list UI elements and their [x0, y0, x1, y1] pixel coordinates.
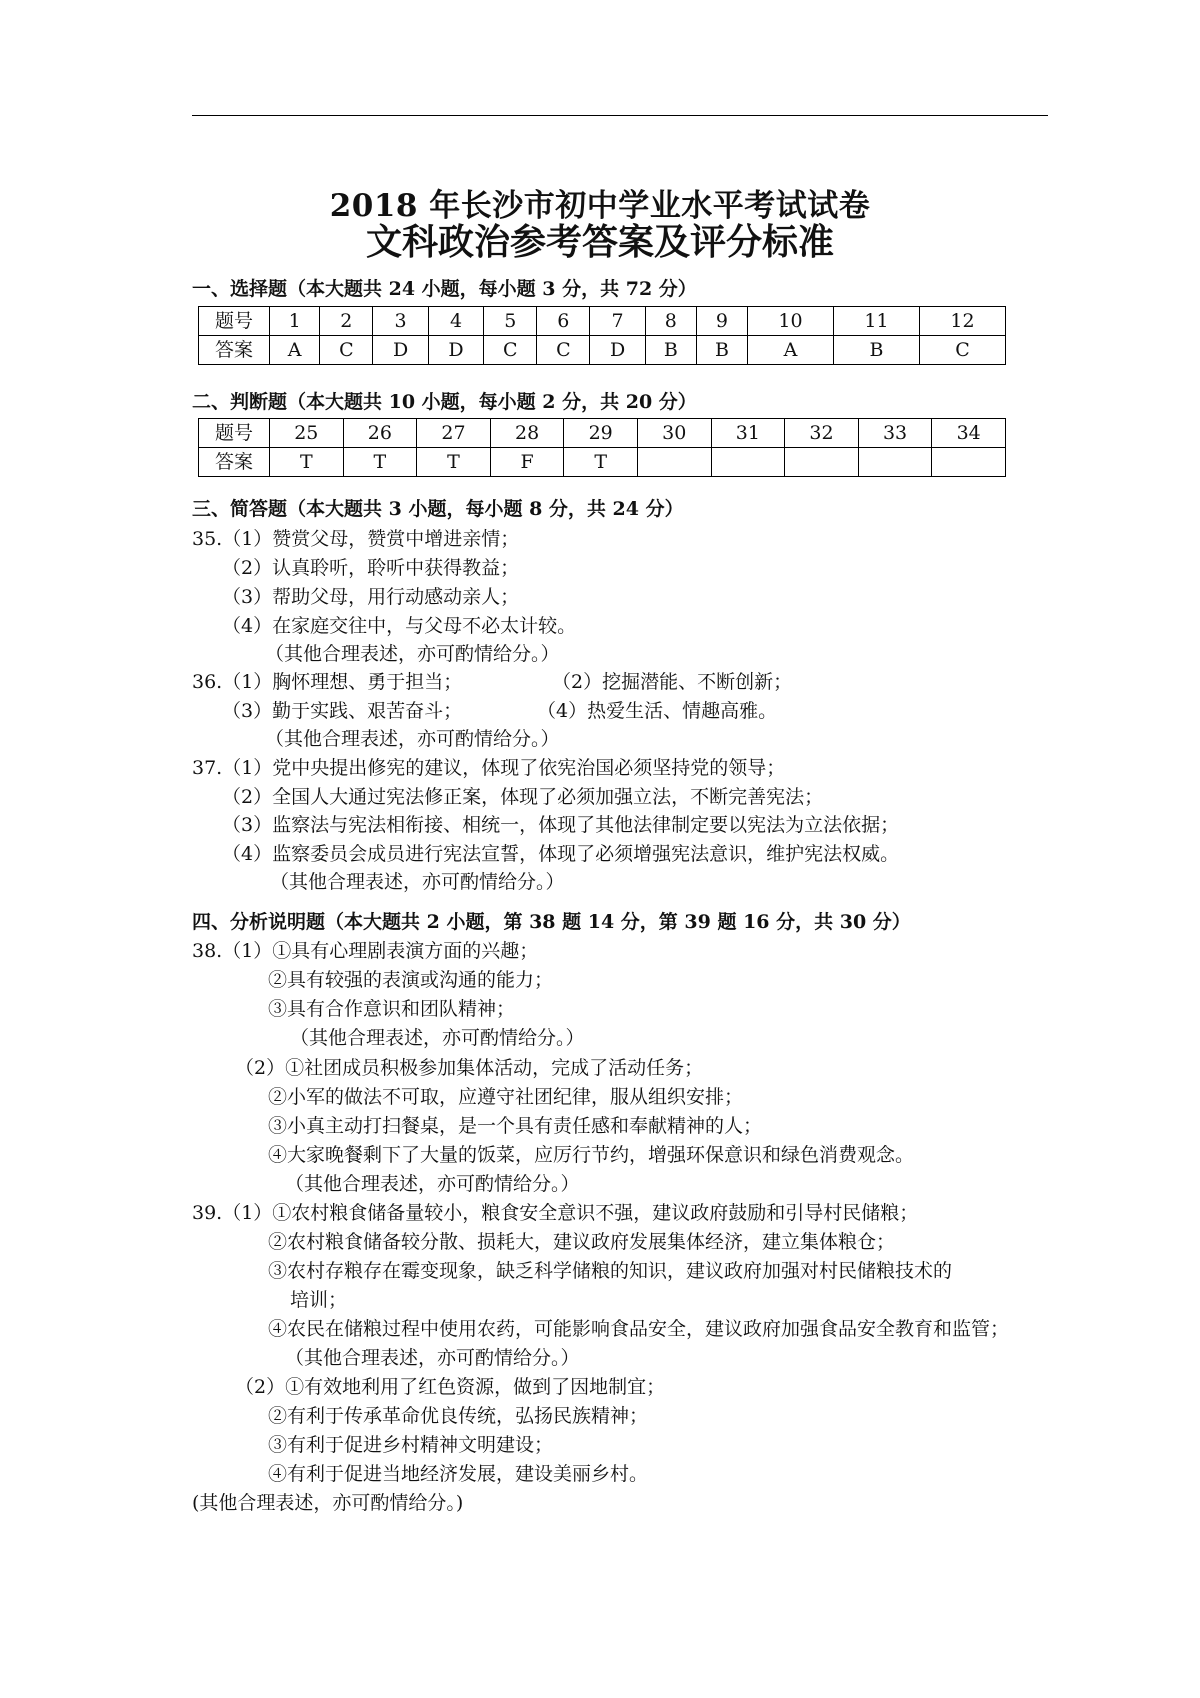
- scoring-note: （其他合理表述，亦可酌情给分。）: [290, 1027, 585, 1049]
- table-cell: 1: [270, 307, 320, 336]
- answer-line: （2）全国人大通过宪法修正案，体现了必须加强立法，不断完善宪法；: [222, 786, 824, 808]
- answer-line: 38.（1）①具有心理剧表演方面的兴趣；: [192, 940, 539, 962]
- table-cell: C: [919, 336, 1005, 365]
- table-cell: T: [270, 448, 344, 477]
- answer-line: 37.（1）党中央提出修宪的建议，体现了依宪治国必须坚持党的领导；: [192, 757, 786, 779]
- answer-line: （3）勤于实践、艰苦奋斗；: [222, 700, 463, 722]
- judgement-answer-table: [198, 418, 1006, 477]
- row-label: 题号: [199, 419, 270, 448]
- row-label: 答案: [199, 336, 270, 365]
- answer-line: （4）监察委员会成员进行宪法宣誓，体现了必须增强宪法意识，维护宪法权威。: [222, 843, 900, 865]
- table-cell: 5: [484, 307, 537, 336]
- answer-line: ④大家晚餐剩下了大量的饭菜，应厉行节约，增强环保意识和绿色消费观念。: [268, 1144, 915, 1166]
- table-cell: A: [747, 336, 833, 365]
- answer-line: （3）监察法与宪法相衔接、相统一，体现了其他法律制定要以宪法为立法依据；: [222, 814, 900, 836]
- answer-line: ③具有合作意识和团队精神；: [268, 998, 516, 1020]
- table-row: [199, 419, 1006, 448]
- answer-line: 培训；: [290, 1289, 348, 1311]
- scoring-note: （其他合理表述，亦可酌情给分。）: [270, 871, 565, 893]
- answer-line: ②农村粮食储备较分散、损耗大，建议政府发展集体经济，建立集体粮仓；: [268, 1231, 896, 1253]
- answer-line: ④农民在储粮过程中使用农药，可能影响食品安全，建议政府加强食品安全教育和监管；: [268, 1318, 1010, 1340]
- scoring-note: (其他合理表述，亦可酌情给分。): [192, 1492, 464, 1514]
- answer-line: ②小军的做法不可取，应遵守社团纪律，服从组织安排；: [268, 1086, 744, 1108]
- row-label: 答案: [199, 448, 270, 477]
- scoring-note: （其他合理表述，亦可酌情给分。）: [285, 1173, 580, 1195]
- table-cell: T: [343, 448, 417, 477]
- table-row: [199, 448, 1006, 477]
- table-cell: D: [590, 336, 645, 365]
- answer-line: ②具有较强的表演或沟通的能力；: [268, 969, 554, 991]
- table-cell: 11: [833, 307, 919, 336]
- scoring-note: （其他合理表述，亦可酌情给分。）: [265, 643, 560, 665]
- table-cell: 6: [537, 307, 590, 336]
- section4-heading: 四、分析说明题（本大题共 2 小题，第 38 题 14 分，第 39 题 16 分，共 30 分）: [192, 911, 911, 933]
- table-row: [199, 336, 1006, 365]
- table-cell: 3: [373, 307, 428, 336]
- table-cell: D: [373, 336, 428, 365]
- page-subtitle: 文科政治参考答案及评分标准: [365, 221, 834, 263]
- table-cell: B: [833, 336, 919, 365]
- answer-line: （2）①有效地利用了红色资源，做到了因地制宜；: [235, 1376, 666, 1398]
- choice-answer-table: [198, 306, 1006, 365]
- table-cell: C: [484, 336, 537, 365]
- table-cell: [711, 448, 785, 477]
- scoring-note: （其他合理表述，亦可酌情给分。）: [265, 728, 560, 750]
- answer-line: （2）挖掘潜能、不断创新；: [552, 671, 793, 693]
- table-row: [199, 307, 1006, 336]
- table-cell: 28: [490, 419, 564, 448]
- section2-heading: 二、判断题（本大题共 10 小题，每小题 2 分，共 20 分）: [192, 391, 697, 413]
- scoring-note: （其他合理表述，亦可酌情给分。）: [285, 1347, 580, 1369]
- answer-line: 36.（1）胸怀理想、勇于担当；: [192, 671, 463, 693]
- title-block: [0, 188, 1200, 263]
- table-cell: [858, 448, 932, 477]
- header-rule: [192, 115, 1048, 116]
- table-cell: 26: [343, 419, 417, 448]
- table-cell: 31: [711, 419, 785, 448]
- table-cell: 33: [858, 419, 932, 448]
- answer-line: ③小真主动打扫餐桌，是一个具有责任感和奉献精神的人；: [268, 1115, 763, 1137]
- answer-line: ④有利于促进当地经济发展，建设美丽乡村。: [268, 1463, 649, 1485]
- answer-line: 39.（1）①农村粮食储备量较小，粮食安全意识不强，建议政府鼓励和引导村民储粮；: [192, 1202, 919, 1224]
- table-cell: [785, 448, 859, 477]
- table-cell: 25: [270, 419, 344, 448]
- table-cell: 7: [590, 307, 645, 336]
- table-cell: 32: [785, 419, 859, 448]
- table-cell: 8: [645, 307, 696, 336]
- section1-heading: 一、选择题（本大题共 24 小题，每小题 3 分，共 72 分）: [192, 278, 697, 300]
- table-cell: 27: [417, 419, 491, 448]
- answer-line: ③农村存粮存在霉变现象，缺乏科学储粮的知识，建议政府加强对村民储粮技术的: [268, 1260, 953, 1282]
- table-cell: 4: [428, 307, 483, 336]
- table-cell: C: [537, 336, 590, 365]
- table-cell: F: [490, 448, 564, 477]
- answer-line: （4）热爱生活、情趣高雅。: [537, 700, 778, 722]
- table-cell: T: [564, 448, 638, 477]
- table-cell: 29: [564, 419, 638, 448]
- answer-line: 35.（1）赞赏父母，赞赏中增进亲情；: [192, 528, 520, 550]
- answer-line: （4）在家庭交往中，与父母不必太计较。: [222, 615, 577, 637]
- answer-line: （2）认真聆听，聆听中获得教益；: [222, 557, 520, 579]
- table-cell: 34: [932, 419, 1006, 448]
- table-cell: T: [417, 448, 491, 477]
- table-cell: 12: [919, 307, 1005, 336]
- table-cell: B: [696, 336, 747, 365]
- answer-line: ③有利于促进乡村精神文明建设；: [268, 1434, 554, 1456]
- table-cell: 9: [696, 307, 747, 336]
- page-title: 2018 年长沙市初中学业水平考试试卷: [329, 188, 871, 224]
- answer-line: ②有利于传承革命优良传统，弘扬民族精神；: [268, 1405, 649, 1427]
- table-cell: 10: [747, 307, 833, 336]
- table-cell: [637, 448, 711, 477]
- table-cell: D: [428, 336, 483, 365]
- table-cell: A: [270, 336, 320, 365]
- answer-line: （2）①社团成员积极参加集体活动，完成了活动任务；: [235, 1057, 704, 1079]
- section3-heading: 三、简答题（本大题共 3 小题，每小题 8 分，共 24 分）: [192, 498, 684, 520]
- table-cell: [932, 448, 1006, 477]
- table-cell: 30: [637, 419, 711, 448]
- table-cell: B: [645, 336, 696, 365]
- answer-line: （3）帮助父母，用行动感动亲人；: [222, 586, 520, 608]
- table-cell: 2: [320, 307, 373, 336]
- table-cell: C: [320, 336, 373, 365]
- row-label: 题号: [199, 307, 270, 336]
